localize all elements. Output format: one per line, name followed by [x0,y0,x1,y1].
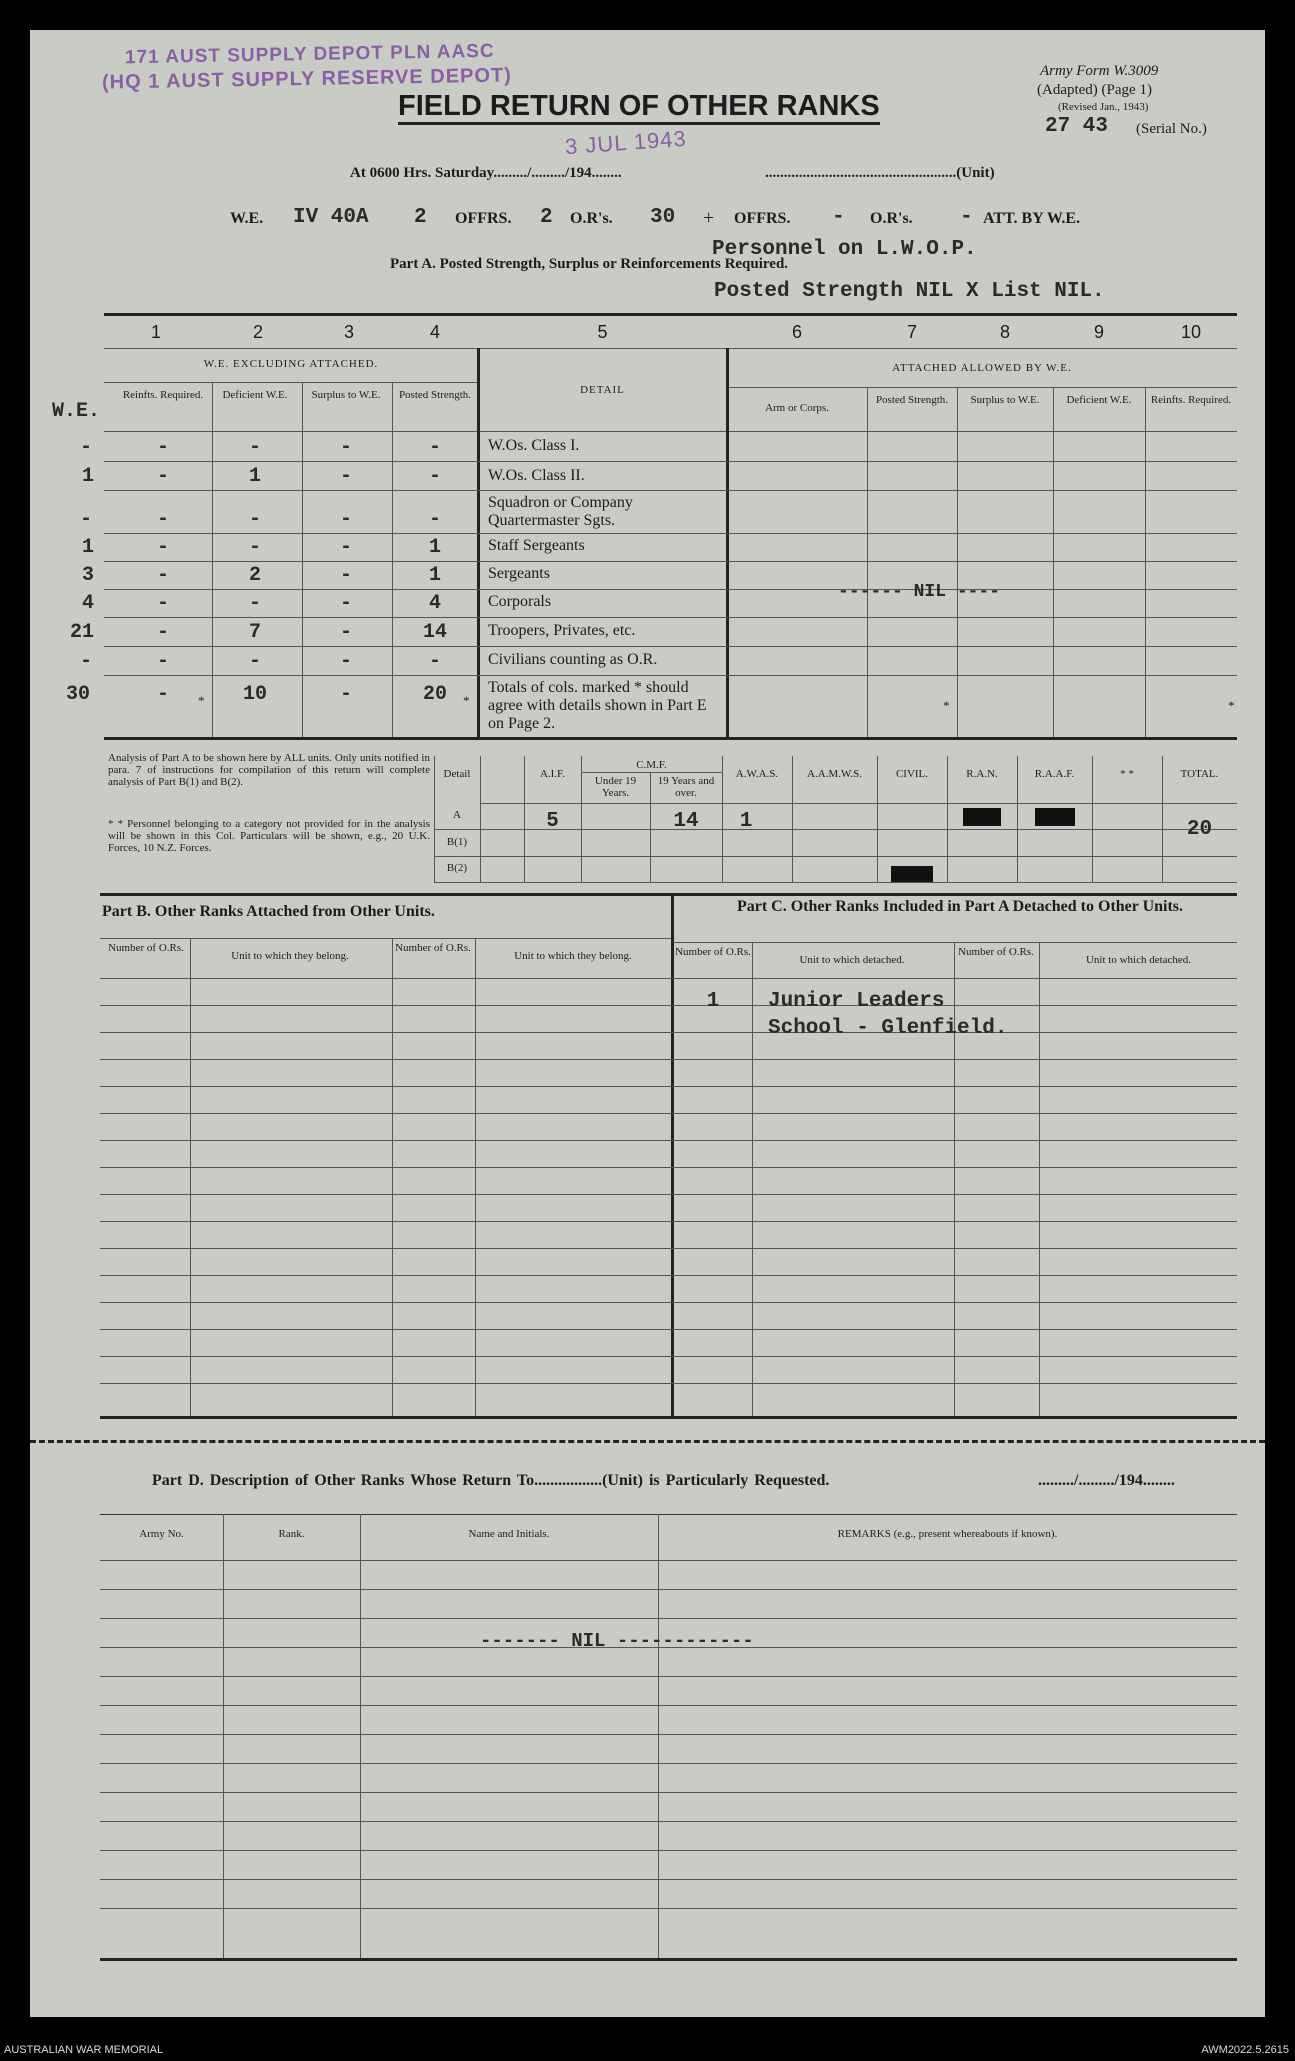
we-excl-rule [104,382,478,383]
row-c4: 1 [428,536,441,559]
v-line [671,893,674,1419]
row-detail: W.Os. Class I. [488,437,580,454]
analysis-hdr-raaf: R.A.A.F. [1034,768,1075,780]
row-we: - [80,508,93,531]
row-detail: Civilians counting as O.R. [488,651,658,668]
part-b-col-number: Number of O.Rs. [108,942,184,954]
analysis-a-aif: 5 [546,810,559,833]
row-detail: Squadron or Company Quartermaster Sgts. [488,494,633,529]
part-c-col-unit2: Unit to which detached. [1085,954,1192,966]
row-detail: Troopers, Privates, etc. [488,622,636,639]
analysis-hdr-cmf: C.M.F. [636,759,667,771]
row-c2: - [248,508,261,531]
col-num-1: 1 [150,322,161,342]
row-c3: - [339,465,352,488]
hdr-att-surplus: Surplus to W.E. [970,394,1040,406]
offrs2-label: OFFRS. [734,210,791,227]
row-c3: - [339,508,352,531]
v-line [1039,942,1040,1416]
row-c3: - [339,436,352,459]
star-mark: * [1228,698,1235,713]
v-line [360,1514,361,1960]
footer-reference: AWM2022.5.2615 [1201,2044,1289,2056]
row-c4: 1 [428,564,441,587]
serial-label: (Serial No.) [1136,121,1207,137]
row-detail: Totals of cols. marked * should agree with details shown in Part E on Page 2. [488,679,707,732]
h-line [104,675,1237,676]
row-c2: - [248,650,261,673]
part-c-col-number2: Number of O.Rs. [958,946,1034,958]
h-line [581,772,722,773]
col-num-2: 2 [252,322,263,342]
h-line [104,461,1237,462]
row-we: 21 [70,621,95,644]
row-c4: 4 [428,592,441,615]
unit-stamp-line2: (HQ 1 AUST SUPPLY RESERVE DEPOT) [101,64,513,94]
analysis-hdr-other: * * [1120,768,1134,780]
part-d-col-name: Name and Initials. [468,1528,550,1540]
ors-value: 30 [650,206,676,229]
col-num-4: 4 [429,322,440,342]
col-num-6: 6 [791,322,802,342]
h-line [434,882,1237,883]
part-d-col-rank: Rank. [278,1528,305,1540]
row-c2: - [248,536,261,559]
we-value: IV 40A [293,206,369,229]
analysis-row-b1: B(1) [446,836,468,848]
star-mark: * [198,693,205,708]
typed-posted-strength: Posted Strength NIL X List NIL. [714,280,1105,303]
v-line [477,348,480,738]
hdr-arm-corps: Arm or Corps. [765,402,829,414]
star-mark: * [943,698,950,713]
hdr-deficient-we: Deficient W.E. [222,389,288,401]
v-line [392,382,393,738]
row-c3: - [339,536,352,559]
redaction-civil [891,866,933,882]
row-c3: - [339,564,352,587]
v-line [480,756,481,882]
v-line [752,942,753,1416]
row-c4: - [428,436,441,459]
typed-lwop: Personnel on L.W.O.P. [712,238,977,261]
unit-line: ...................................................(Unit) [765,165,995,181]
part-b-title: Part B. Other Ranks Attached from Other Units. [102,903,435,920]
analysis-hdr-civil: CIVIL. [895,768,929,780]
row-c2: 1 [248,465,261,488]
hdr-surplus-we: Surplus to W.E. [311,389,381,401]
col-num-8: 8 [999,322,1010,342]
row-c1: - [156,650,169,673]
unit-stamp-line1: 171 AUST SUPPLY DEPOT PLN AASC [124,40,495,69]
h-line [104,646,1237,647]
row-c4: - [428,465,441,488]
row-c1: - [156,508,169,531]
row-c4: - [428,508,441,531]
part-a-title: Part A. Posted Strength, Surplus or Reinforcements Required. [390,256,789,272]
dashed-separator [30,1440,1265,1443]
part-b-col-unit2: Unit to which they belong. [514,950,632,962]
analysis-hdr-total: TOTAL. [1180,768,1219,780]
row-we: 4 [82,592,95,615]
adapted-note: (Adapted) (Page 1) [1037,82,1152,98]
hdr-att-reinfts: Reinfts. Required. [1150,394,1232,406]
col-num-7: 7 [906,322,917,342]
v-line [954,942,955,1416]
time-date-line: At 0600 Hrs. Saturday........./........./194........ [350,165,622,181]
analysis-a-cmf19: 14 [673,810,699,833]
row-c4: - [428,650,441,673]
analysis-hdr-detail: Detail [443,768,471,780]
part-c-entry-unit-line1: Junior Leaders [768,990,945,1013]
row-c1: - [156,436,169,459]
analysis-hdr-aif: A.I.F. [539,768,566,780]
v-line [190,938,191,1416]
analysis-note-1: Analysis of Part A to be shown here by ALL units. Only units notified in para. 7 of instructions for compilation of this return will complete analysis of Part B(1) and B(2). [108,752,430,788]
ors2-label: O.R's. [870,210,913,227]
part-a-top-rule [104,313,1237,316]
row-c3: - [339,592,352,615]
h-line [673,942,1237,943]
part-c-entry-unit-line2: School - Glenfield. [768,1017,1008,1040]
part-b-col-unit: Unit to which they belong. [231,950,349,962]
row-c1: - [156,592,169,615]
row-we: 3 [82,564,95,587]
row-c1: - [156,564,169,587]
row-c3: - [339,621,352,644]
row-detail: Sergeants [488,565,550,582]
row-c2: - [248,592,261,615]
row-c1: - [156,683,169,706]
hdr-reinfts-required: Reinfts. Required. [122,389,204,401]
row-c1: - [156,536,169,559]
col-num-9: 9 [1093,322,1104,342]
part-d-nil: ------- NIL ------------ [480,1630,754,1652]
h-line [480,803,1237,804]
part-b-col-number2: Number of O.Rs. [395,942,471,954]
hdr-att-deficient: Deficient W.E. [1066,394,1132,406]
ors-label: O.R's. [570,210,613,227]
redaction-raaf [1035,808,1075,826]
part-a-num-rule [104,348,1237,349]
v-line [658,1514,659,1960]
we-margin-label: W.E. [52,400,101,423]
attached-rule [727,387,1237,388]
col-num-10: 10 [1180,322,1202,342]
form-title: FIELD RETURN OF OTHER RANKS [398,90,880,125]
v-line [392,938,393,1416]
row-detail: W.Os. Class II. [488,467,585,484]
part-d-date: ........./........./194........ [1038,1472,1175,1489]
h-line [100,938,671,939]
hdr-att-posted: Posted Strength. [875,394,949,406]
part-c-col-unit: Unit to which detached. [799,954,905,966]
h-line [100,893,1237,896]
row-c2: 10 [242,683,267,706]
analysis-a-total: 20 [1186,818,1213,841]
analysis-row-a: A [453,809,461,821]
star-mark: * [463,693,470,708]
v-line [223,1514,224,1960]
row-c2: 7 [248,621,261,644]
h-line [104,737,1237,740]
h-line [104,533,1237,534]
hdr-posted-strength: Posted Strength. [398,389,472,401]
v-line [1053,387,1054,738]
analysis-hdr-cmf-under19: Under 19 Years. [594,775,637,799]
h-line [104,490,1237,491]
part-d-title: Part D. Description of Other Ranks Whose Return To.................(Unit) is Particularly Requested. [152,1472,830,1489]
part-c-title: Part C. Other Ranks Included in Part A Detached to Other Units. [736,898,1184,915]
row-we: 1 [82,536,95,559]
analysis-hdr-ran: R.A.N. [966,768,998,780]
row-c1: - [156,465,169,488]
army-form-number: Army Form W.3009 [1040,63,1159,79]
v-line [726,348,729,738]
row-detail: Corporals [488,593,552,610]
row-c3: - [339,683,352,706]
h-line [104,561,1237,562]
v-line [957,387,958,738]
offrs-value: 2 [540,206,553,229]
analysis-note-2: * * Personnel belonging to a category not provided for in the analysis will be shown in this Col. Particulars will be shown, e.g., 20 U.K. Forces, 10 N.Z. Forces. [108,818,430,854]
offrs-label: OFFRS. [455,210,512,227]
h-line [434,856,1237,857]
analysis-hdr-cmf-19plus: 19 Years and over. [657,775,715,799]
part-c-col-number: Number of O.Rs. [675,946,751,958]
analysis-hdr-awas: A.W.A.S. [735,768,779,780]
we-offrs-value: 2 [414,206,427,229]
offrs2-value: - [832,206,845,229]
part-c-entry-number: 1 [706,990,720,1013]
plus-sign: + [703,207,715,229]
h-line [104,589,1237,590]
col-num-5: 5 [597,322,608,342]
row-detail: Staff Sergeants [488,537,585,554]
header-bottom-rule [104,431,1237,432]
row-we: - [80,436,93,459]
attached-nil: ------ NIL ---- [838,582,1001,602]
v-line [1145,387,1146,738]
part-d-col-remarks: REMARKS (e.g., present whereabouts if known). [837,1528,1058,1540]
h-line [100,1514,1237,1515]
serial-number: 27 43 [1045,115,1109,138]
row-c4: 20 [422,683,447,706]
v-line [867,387,868,738]
col-num-3: 3 [343,322,354,342]
row-c2: 2 [248,564,261,587]
analysis-hdr-aamws: A.A.M.W.S. [807,768,862,780]
row-c2: - [248,436,261,459]
analysis-row-b2: B(2) [446,862,468,874]
we-excluding-heading: W.E. EXCLUDING ATTACHED. [203,358,379,370]
row-c1: - [156,621,169,644]
row-we: 1 [82,465,95,488]
row-c3: - [339,650,352,673]
revised-note: (Revised Jan., 1943) [1058,101,1149,113]
h-line [100,978,1237,979]
redaction-ran [963,808,1001,826]
row-we: 30 [66,683,91,706]
h-line [104,617,1237,618]
analysis-a-awas: 1 [739,810,753,833]
att-label: ATT. BY W.E. [983,210,1081,227]
ors2-value: - [960,206,973,229]
detail-heading: DETAIL [580,384,625,396]
row-c4: 14 [422,621,447,644]
we-label: W.E. [230,210,264,227]
footer-source: AUSTRALIAN WAR MEMORIAL [4,2044,164,2056]
v-line [475,938,476,1416]
part-d-col-army-no: Army No. [139,1528,184,1540]
date-stamp: 3 JUL 1943 [564,125,688,160]
attached-allowed-heading: ATTACHED ALLOWED BY W.E. [892,362,1072,374]
row-we: - [80,650,93,673]
